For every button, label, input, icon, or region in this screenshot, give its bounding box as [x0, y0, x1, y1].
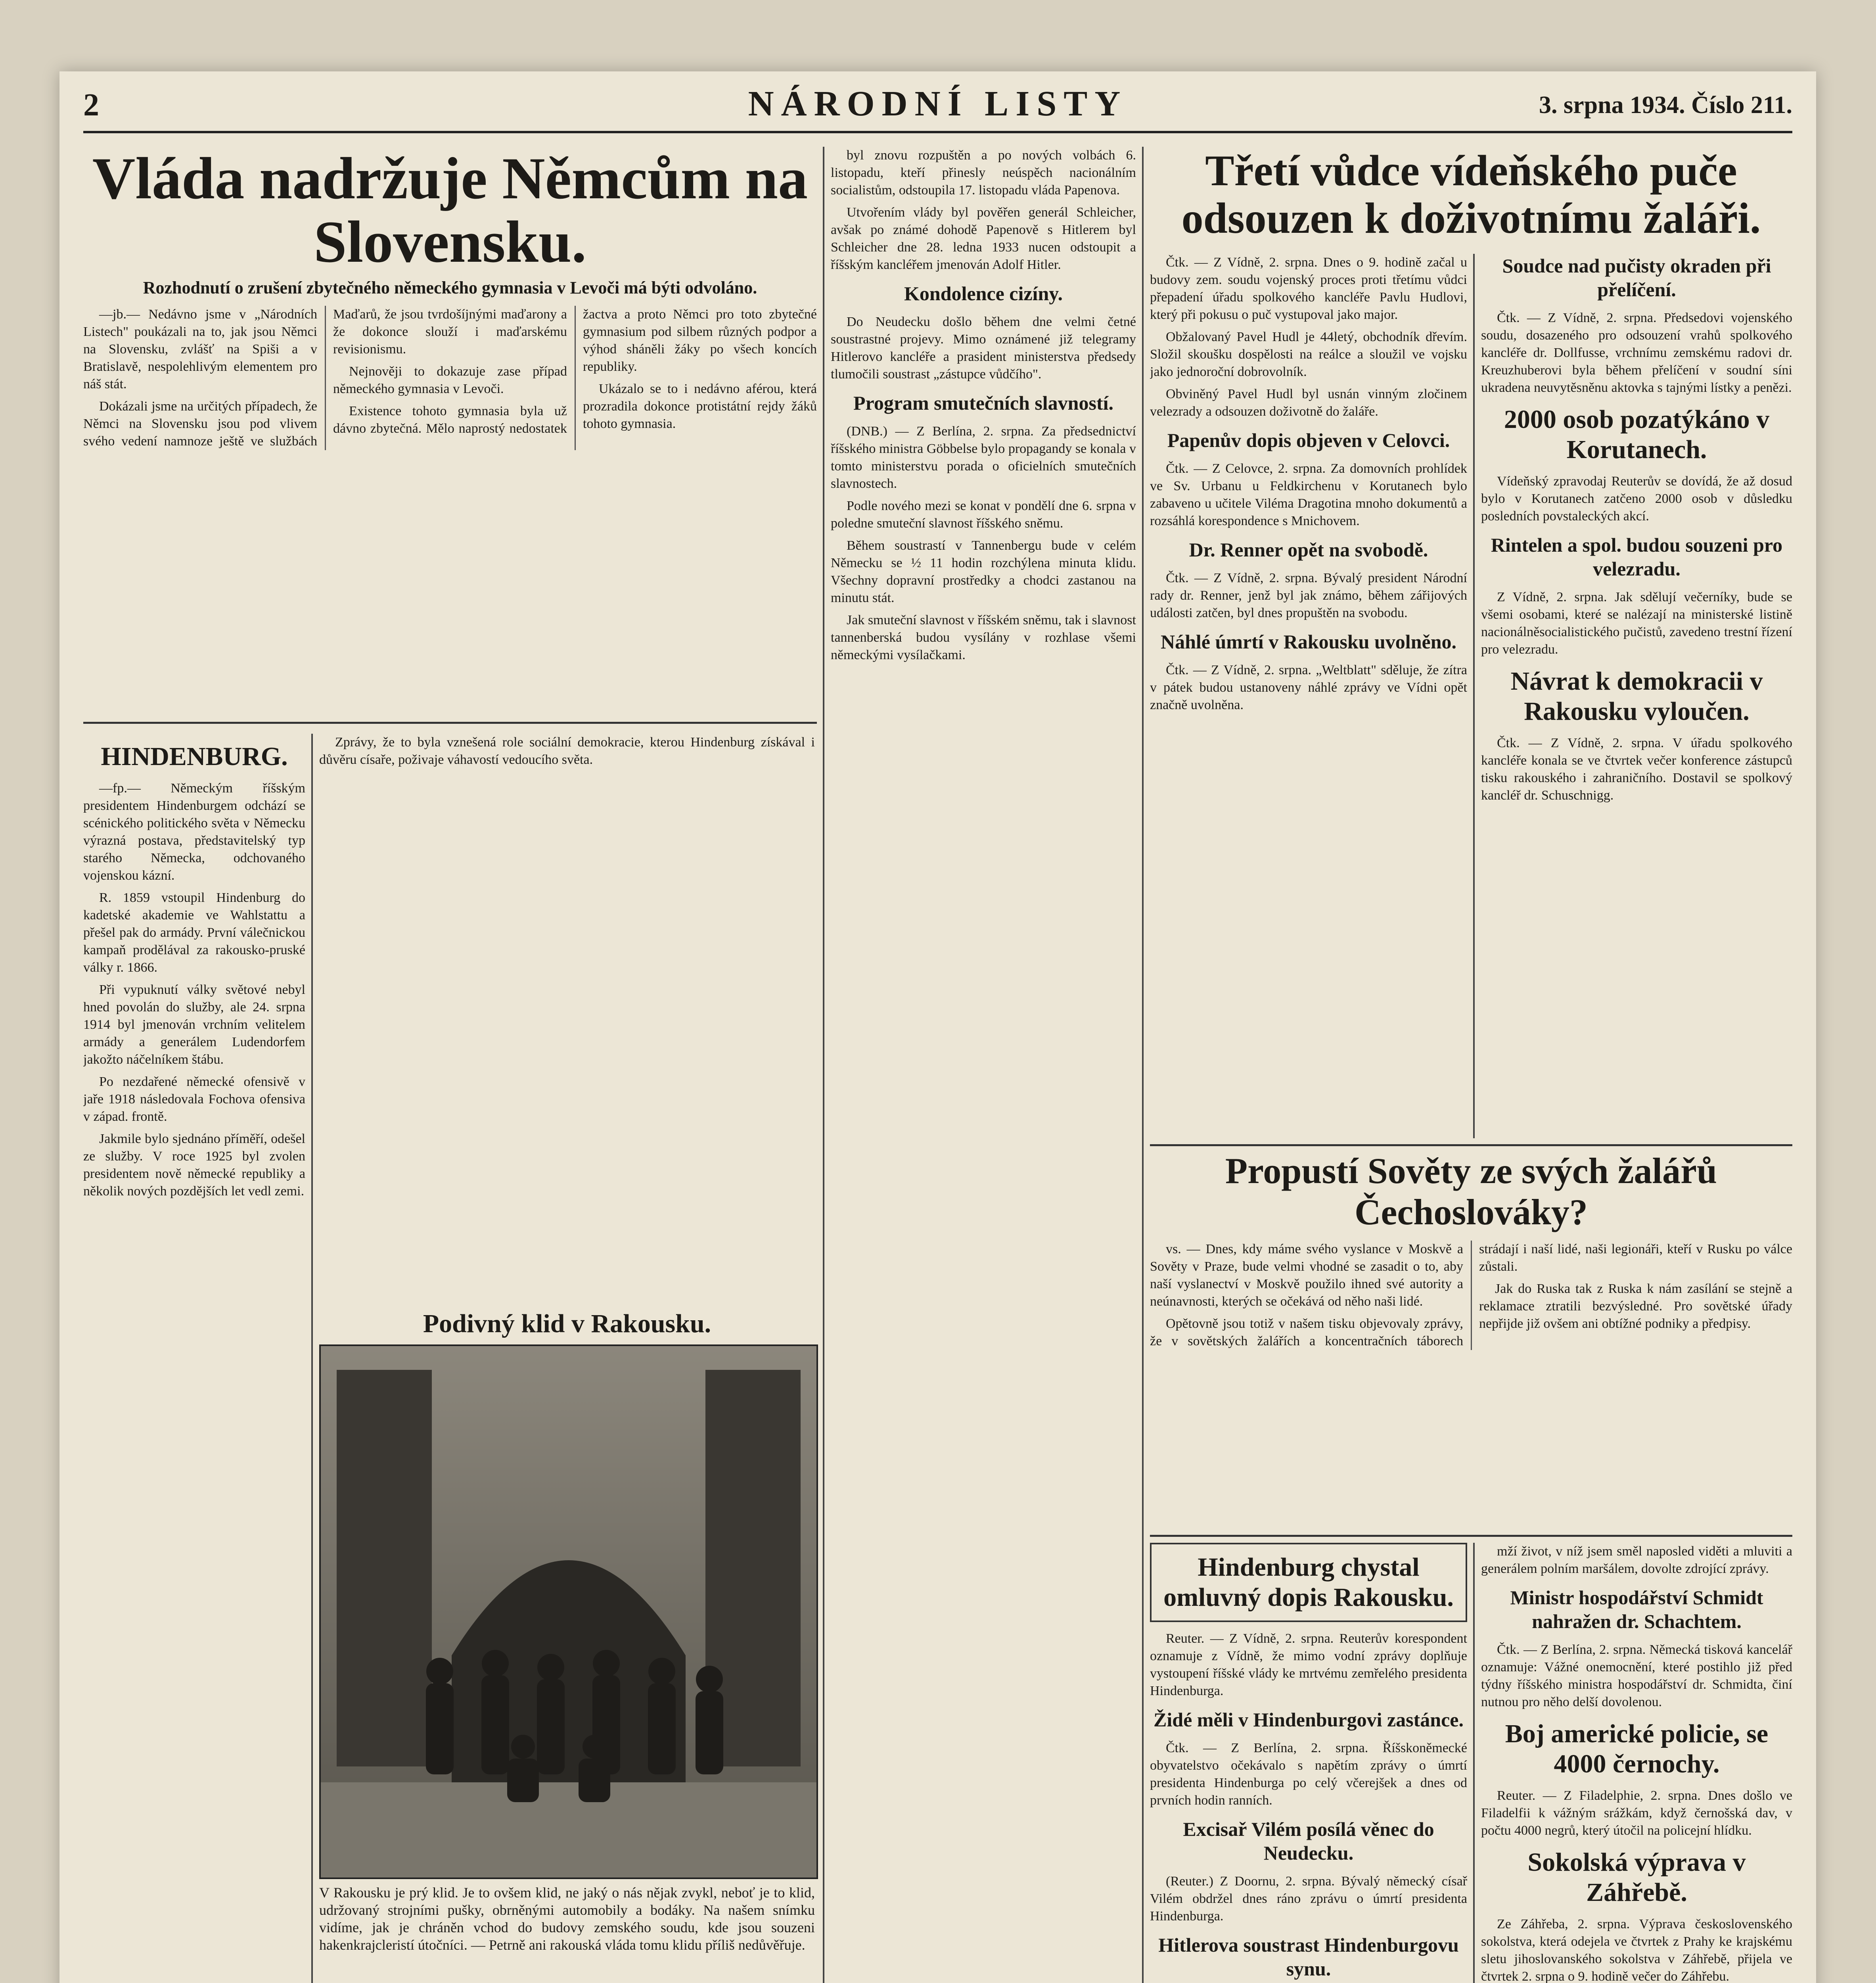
headline-hindenburg: HINDENBURG. [101, 742, 288, 771]
divider [1150, 1535, 1792, 1537]
paragraph: (DNB.) — Z Berlína, 2. srpna. Za předsednictví říšského ministra Göbbelse bylo propagandy se konala v tomto ministerstvu porada o oficielních smutečních slavnostech. [831, 424, 1136, 491]
divider [1150, 1144, 1792, 1146]
photo-caption: V Rakousku je prý klid. Je to ovšem klid, ne jaký o nás nějak zvykl, neboť je to klid, udržovaný strojními pušky, obrněnými automobily a bodáky. Na našem snímku vidíme, jak je chráněn vchod do budovy zemského soudu, kde jsou souzeni hakenkrajcleristí útočníci. — Petrně ani rakouská vláda tomu klidu příliš nedůvěřuje. [319, 1885, 815, 1953]
masthead: NÁRODNÍ LISTY [748, 84, 1128, 123]
column-rule [1473, 1543, 1475, 1983]
newspaper-page [59, 71, 1816, 1983]
paragraph: Do Neudecku došlo během dne velmi četné soustrastné projevy. Mimo oznámené již telegramy Hitlerovo kancléře a prasident ministerstva předsedy tlumočili soustrast „zástupce vůdčího". [831, 315, 1136, 382]
paragraph: Reuter. — Z Filadelphie, 2. srpna. Dnes došlo ve Filadelfii k vážným srážkám, když černošská dav, v počtu 4000 negrů, který útočil na policejní hlídku. [1481, 1788, 1792, 1838]
subheading: Hitlerova soustrast Hindenburgovu synu. [1158, 1934, 1459, 1980]
subheading: Rintelen a spol. budou souzeni pro velezradu. [1491, 534, 1783, 580]
paragraph: Podle nového mezi se konat v pondělí dne 6. srpna v poledne smuteční slavnost říšského sněmu. [831, 499, 1136, 531]
paragraph: Reuter. — Z Vídně, 2. srpna. Reuterův korespondent oznamuje z Vídně, že mimo vodní zprávy doplňuje vystoupení říšské vlády ke mrtvému zemřelého presidenta Hindenburga. [1150, 1631, 1467, 1698]
paragraph: Obviněný Pavel Hudl byl usnán vinným zločinem velezrady a odsouzen doživotně do žaláře. [1150, 387, 1467, 419]
paragraph: Nejnověji to dokazuje zase případ německého gymnasia v Levoči. [333, 364, 567, 396]
paragraph: Ukázalo se to i nedávno aférou, která prozradila dokonce protistátní rejdy žáků tohoto gymnasia. [583, 382, 817, 431]
subheading: Dr. Renner opět na svobodě. [1189, 539, 1428, 561]
paragraph: Opětovně jsou totiž v našem tisku objevovaly zprávy, že v sovětských žalářích a koncentračních táborech strádají i naší lidé, naši legionáři, kteří v Rusku po válce zůstali. [1150, 1242, 1792, 1348]
paragraph: Utvořením vlády byl pověřen generál Schleicher, avšak po známé dohodě Papenově s Hitlerem byl Schleicher dne 28. ledna 1933 nucen odstoupit a říšským kancléřem jmenován Adolf Hitler. [831, 205, 1136, 272]
article-right-lower [1481, 1543, 1792, 1983]
paragraph: Zprávy, že to byla vznešená role sociální demokracie, kterou Hindenburg získával i důvěru císaře, poživaje váhavostí vedoucího světa. [319, 735, 815, 767]
issue-date: 3. srpna 1934. Číslo 211. [1539, 92, 1792, 119]
column-rule [1473, 254, 1475, 1138]
page-number: 2 [83, 88, 99, 123]
paragraph: Jak do Ruska tak z Ruska k nám zasílání se stejně a reklamace ztratili bezvýsledné. Pro sovětské úřady nepřijde již ovšem ani obtížné podniky a předpisy. [1479, 1281, 1792, 1331]
article-hindenburg-continued [319, 734, 815, 1297]
paragraph: Čtk. — Z Berlína, 2. srpna. Německá tisková kancelář oznamuje: Vážné onemocnění, které postihlo již před týdny říšského ministra hospodářství dr. Schmidta, činí nutnou pro něho delší dovolenou. [1481, 1642, 1792, 1709]
subheading: Excisař Vilém posílá věnec do Neudecku. [1183, 1818, 1434, 1864]
paragraph: Jakmile bylo sjednáno příměří, odešel ze služby. V roce 1925 byl zvolen presidentem nově německé republiky a několik nových pozdějších let vedl zemi. [83, 1131, 305, 1199]
article-puc [1150, 254, 1467, 1138]
subheadline-slovakia: Rozhodnutí o zrušení zbytečného německého gymnasia v Levoči má býti odvoláno. [143, 278, 757, 297]
paragraph: Čtk. — Z Vídně, 2. srpna. „Weltblatt" sděluje, že zítra v pátek budou ustanoveny náhlé zprávy ve Vídni opět značně uvolněna. [1150, 663, 1467, 712]
paragraph: Čtk. — Z Celovce, 2. srpna. Za domovních prohlídek ve Sv. Urbanu u Feldkirchenu v Korutanech bylo zabaveno u učitele Viléma Dragotina mnoho dokumentů a rozsáhlá korespondence s Mnichovem. [1150, 461, 1467, 528]
subheading: Sokolská výprava v Záhřebě. [1527, 1848, 1746, 1907]
headline-hindenburg-letter: Hindenburg chystal omluvný dopis Rakousku. [1163, 1553, 1454, 1612]
subheading: Návrat k demokracii v Rakousku vyloučen. [1510, 667, 1763, 726]
subheading: Kondolence cizíny. [904, 282, 1063, 305]
subheading: Židé měli v Hindenburgovi zastánce. [1154, 1709, 1464, 1731]
paragraph: Čtk. — Z Vídně, 2. srpna. V úřadu spolkového kancléře konala se ve čtvrtek večer konference zástupců tisku rakouského i zahraničního. Dostavil se spolkový kancléř dr. Schuschnigg. [1481, 736, 1792, 803]
paragraph: (Reuter.) Z Doornu, 2. srpna. Bývalý německý císař Vilém obdržel dnes ráno zprávu o úmrtí presidenta Hindenburga. [1150, 1874, 1467, 1924]
boxed-headline [1150, 1543, 1467, 1622]
paragraph: Obžalovaný Pavel Hudl je 44letý, obchodník dřevím. Složil skoušku dospělosti na reálce a sloužil ve vojsku jako jednoroční dobrovolník. [1150, 330, 1467, 379]
column-rule [311, 734, 313, 1983]
subheading: 2000 osob pozatýkáno v Korutanech. [1504, 405, 1770, 464]
paragraph: —fp.— Německým říšským presidentem Hindenburgem odchází se scénického politického světa v Německu výrazná postava, představitelský typ starého Německa, odchovaného vojenskou kázní. [83, 781, 305, 883]
paragraph: Ze Záhřeba, 2. srpna. Výprava československého sokolstva, která odejela ve čtvrtek z Prahy ke krajskému sletu jihoslovanského sokolstva v Záhřebě, přijela ve čtvrtek 2. srpna o 9. hodině večer do Záhřebu. [1481, 1917, 1792, 1983]
subheading: Papenův dopis objeven v Celovci. [1167, 429, 1450, 451]
column-rule [1142, 147, 1144, 1983]
paragraph: Během soustrastí v Tannenbergu bude v celém Německu se ½ 11 hodin rozchýlena minuta klidu. Všechny dopravní prostředky a chodci zastanou na minutu stát. [831, 538, 1136, 605]
subheading: Ministr hospodářství Schmidt nahražen dr. Schachtem. [1510, 1586, 1763, 1632]
paragraph: Vídeňský zpravodaj Reuterův se dovídá, že až dosud bylo v Korutanech zatčeno 2000 osob v důsledku posledních povstaleckých akcí. [1481, 474, 1792, 524]
subheading: Program smutečních slavností. [853, 392, 1113, 414]
paragraph: Dokázali jsme na určitých případech, že Němci na Slovensku jsou pod vlivem svého vedení namnoze ještě ve službách Maďarů, že jsou tvrdošíjnými maďarony a že dokonce slouží i maďarskému revisionismu. [83, 307, 567, 449]
paragraph: Po nezdařené německé ofensivě v jaře 1918 následovala Fochova ofensiva v západ. frontě. [83, 1074, 305, 1124]
page-header [83, 83, 1792, 133]
paragraph: mží život, v níž jsem směl naposled viděti a mluviti a generálem polním maršálem, dovolte zdrojící zprávy. [1481, 1544, 1792, 1576]
subheading: Boj americké policie, se 4000 černochy. [1505, 1719, 1769, 1778]
article-hindenburg [83, 734, 305, 1983]
paragraph: Čtk. — Z Vídně, 2. srpna. Bývalý president Národní rady dr. Renner, jenž byl jak známo, během zářijových události zatčen, byl dnes propuštěn na svobodu. [1150, 571, 1467, 620]
article-right-top [1481, 254, 1792, 1138]
subheading: Soudce nad pučisty okraden při přelíčení. [1502, 255, 1771, 301]
article-soviets [1150, 1150, 1792, 1531]
paragraph: —jb.— Nedávno jsme v „Národních Listech" poukázali na to, jak jsou Němci na Slovensku, zvlášť na Spiši a v Bratislavě, nespolehlivým elementem pro náš stát. [83, 307, 317, 391]
paragraph: R. 1859 vstoupil Hindenburg do kadetské akademie ve Wahlstattu a přešel pak do armády. První válečnickou kampaň prodělával za rakousko-pruské války r. 1866. [83, 890, 305, 975]
paragraph: byl znovu rozpuštěn a po nových volbách 6. listopadu, kteří přinesly neúspěch nacionálním socialistům, odstoupila 17. listopadu vláda Papenova. [831, 148, 1136, 198]
headline-soviets: Propustí Sověty ze svých žalářů Čechoslováky? [1225, 1151, 1717, 1232]
headline-slovakia: Vláda nadržuje Němcům na Slovensku. [92, 147, 808, 275]
article-hindenburg-letter [1150, 1543, 1467, 1983]
paragraph: Z Vídně, 2. srpna. Jak sdělují večerníky, bude se všemi osobami, které se nalézají na ministerské listině nacionálněsocialistického pučistů, zavedeno trestní řízení pro velezradu. [1481, 590, 1792, 657]
subheading: Náhlé úmrtí v Rakousku uvolněno. [1161, 631, 1456, 653]
photo-title: Podivný klid v Rakousku. [423, 1309, 711, 1338]
article-slovakia [83, 147, 817, 718]
paragraph: Čtk. — Z Berlína, 2. srpna. Říšskoněmecké obyvatelstvo očekávalo s napětím zprávy o úmrtí presidenta Hindenburga po celý včerejšek a dnes od prvních hodin ranních. [1150, 1741, 1467, 1808]
photo-austria-guards [319, 1344, 818, 1879]
paragraph: Čtk. — Z Vídně, 2. srpna. Předsedovi vojenského soudu, dosazeného pro odsouzení vrahů spolkového kancléře dr. Dollfusse, vrchnímu zemskému radovi dr. Kreuzhuberovi byla během přelíčení v soudní síni ukradena neuvytěsněnu aktovka s tajnými lístky a penězi. [1481, 311, 1792, 395]
divider [83, 722, 817, 724]
paragraph: vs. — Dnes, kdy máme svého vyslance v Moskvě a Sověty v Praze, bude velmi vhodné se zasadit o to, aby naší vyslanectví v Moskvě použilo ihned své autority a neúnavnosti, kterých se očekává od něho naši lidé. [1150, 1242, 1463, 1309]
photo-image [321, 1346, 816, 1878]
article-middle [831, 147, 1136, 1983]
headline-puc: Třetí vůdce vídeňského puče odsouzen k doživotnímu žaláři. [1181, 146, 1761, 242]
paragraph: Existence tohoto gymnasia byla už dávno zbytečná. Mělo naprostý nedostatek žactva a proto Němci pro toto zbytečné gymnasium pod silbem různých podpor a výhod sháněli žáky po všech koncích republiky. [333, 307, 817, 436]
paragraph: Při vypuknutí války světové nebyl hned povolán do služby, ale 24. srpna 1914 byl jmenován vrchním velitelem armády a generálem Ludendorfem jakožto náčelníkem štábu. [83, 982, 305, 1067]
paragraph: Čtk. — Z Vídně, 2. srpna. Dnes o 9. hodině začal u budovy zem. soudu vojenský proces proti třetímu vůdci přepadení úřadu spolkového kancléře Pavlu Hudlovi, který při pokusu o puč vystupoval jako major. [1150, 255, 1467, 322]
paragraph: Jak smuteční slavnost v říšském sněmu, tak i slavnost tannenberská budou vysílány v rozhlase všemi německými vysílačkami. [831, 613, 1136, 662]
headline-puc-wrap [1150, 147, 1792, 242]
column-rule [823, 147, 824, 1983]
